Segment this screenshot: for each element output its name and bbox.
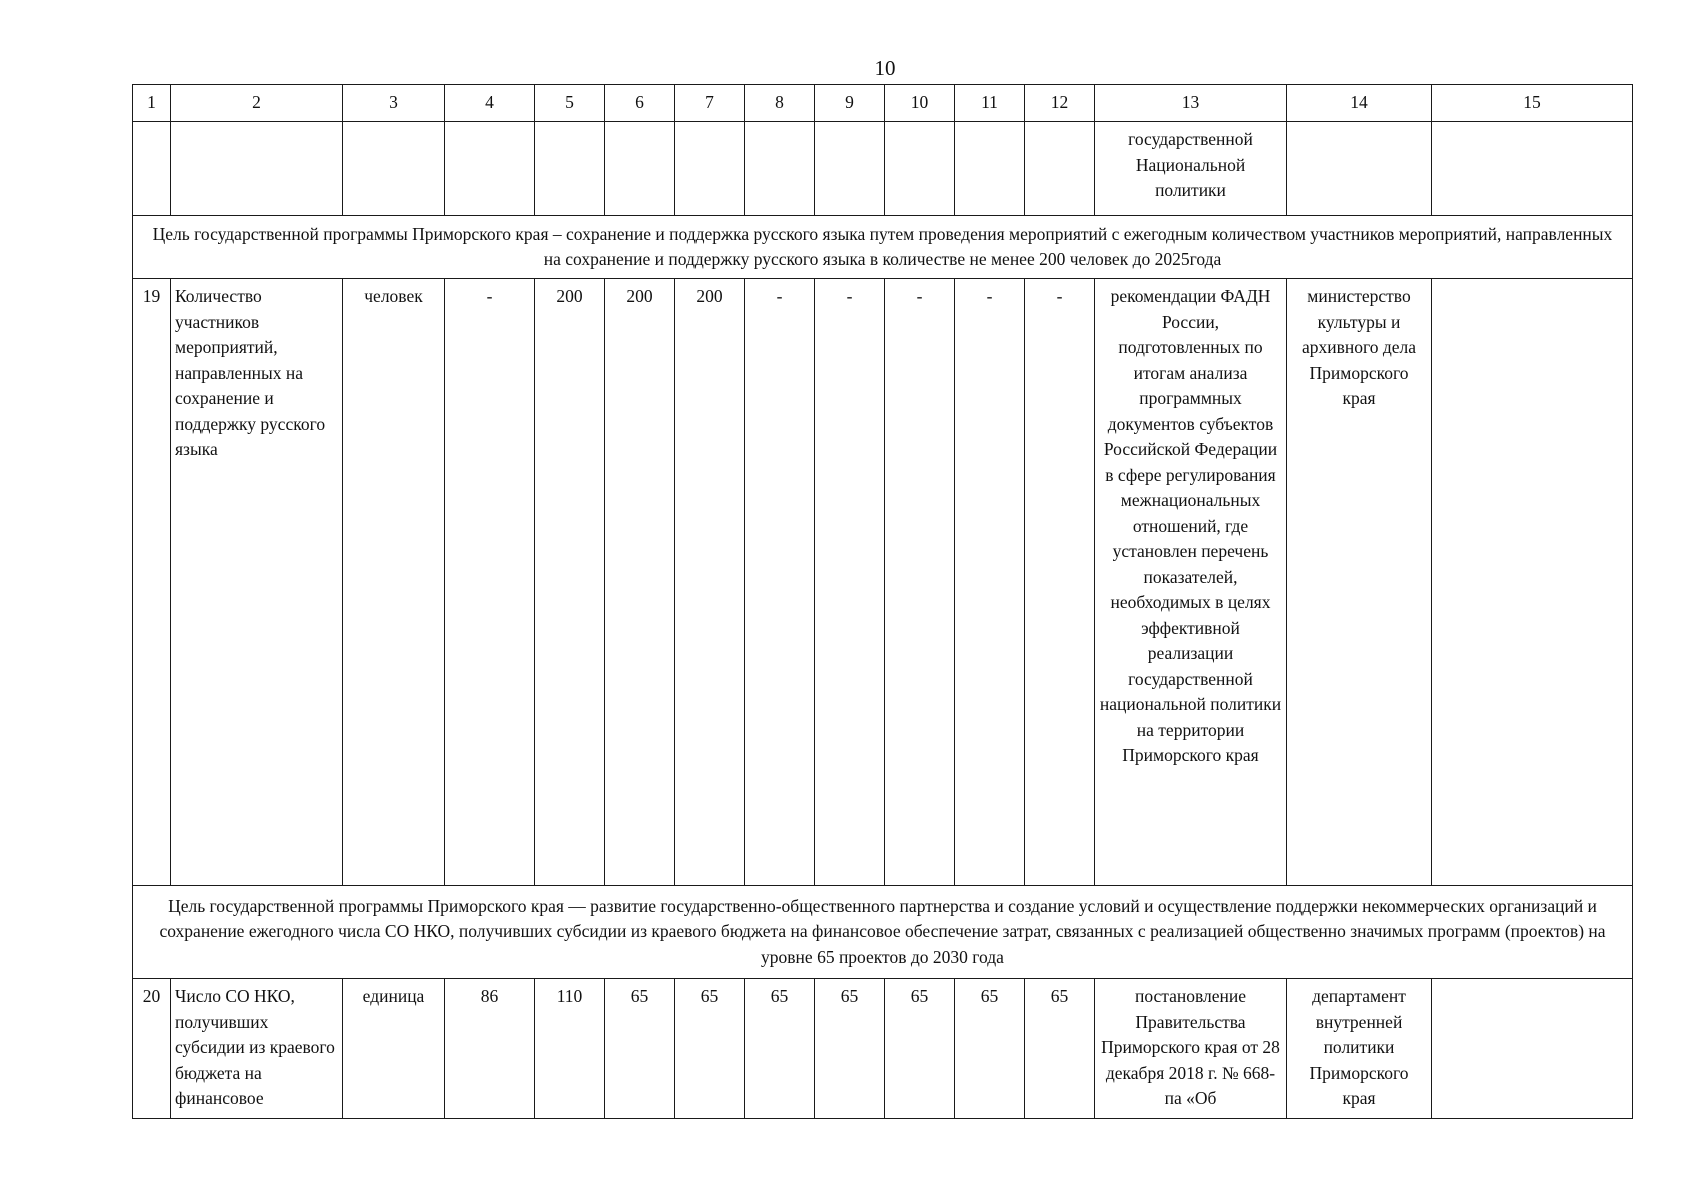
responsible-body: министерство культуры и архивного дела Приморского края xyxy=(1287,279,1432,886)
indicator-name: Количество участников мероприятий, направленных на сохранение и поддержку русского языка xyxy=(171,279,343,886)
indicator-value: 86 xyxy=(445,979,535,1119)
indicator-value: 200 xyxy=(605,279,675,886)
indicator-value: - xyxy=(445,279,535,886)
table-cell xyxy=(1025,122,1095,216)
table-cell xyxy=(1432,979,1633,1119)
indicator-value: 200 xyxy=(675,279,745,886)
basis-document: постановление Правительства Приморского края от 28 декабря 2018 г. № 668-па «Об xyxy=(1095,979,1287,1119)
indicator-value: 65 xyxy=(955,979,1025,1119)
table-cell xyxy=(133,122,171,216)
indicator-value: - xyxy=(745,279,815,886)
indicator-value: 65 xyxy=(885,979,955,1119)
indicator-value: - xyxy=(955,279,1025,886)
goal-row xyxy=(133,886,1633,979)
indicator-value: - xyxy=(885,279,955,886)
column-header: 4 xyxy=(445,85,535,122)
unit-of-measure: единица xyxy=(343,979,445,1119)
table-row xyxy=(133,279,1633,886)
table-cell xyxy=(445,122,535,216)
indicator-name: Число СО НКО, получивших субсидии из краевого бюджета на финансовое xyxy=(171,979,343,1119)
row-number: 19 xyxy=(133,279,171,886)
column-header: 7 xyxy=(675,85,745,122)
goal-row xyxy=(133,216,1633,279)
unit-of-measure: человек xyxy=(343,279,445,886)
indicator-value: 65 xyxy=(815,979,885,1119)
indicator-value: - xyxy=(815,279,885,886)
table-cell xyxy=(1287,122,1432,216)
goal-statement-russian-language: Цель государственной программы Приморского края – сохранение и поддержка русского языка путем проведения мероприятий с ежегодным количеством участников мероприятий, направленных на сохранение и поддержку русского языка в количестве не менее 200 человек до 2025года xyxy=(133,216,1633,279)
table-cell xyxy=(343,122,445,216)
indicator-value: 65 xyxy=(1025,979,1095,1119)
row-number: 20 xyxy=(133,979,171,1119)
column-header: 12 xyxy=(1025,85,1095,122)
column-header: 11 xyxy=(955,85,1025,122)
table-cell xyxy=(745,122,815,216)
indicator-value: 65 xyxy=(745,979,815,1119)
table-cell xyxy=(1432,279,1633,886)
goal-statement-nko-support: Цель государственной программы Приморского края — развитие государственно-общественного партнерства и создание условий и осуществление поддержки некоммерческих организаций и сохранение ежегодного числа СО НКО, получивших субсидии из краевого бюджета на финансовое обеспечение затрат, связанных с реализацией общественно значимых программ (проектов) на уровне 65 проектов до 2030 года xyxy=(133,886,1633,979)
column-header: 6 xyxy=(605,85,675,122)
indicators-table xyxy=(132,84,1633,1119)
column-header: 2 xyxy=(171,85,343,122)
table-cell xyxy=(815,122,885,216)
table-cell xyxy=(885,122,955,216)
table-cell xyxy=(535,122,605,216)
column-number-row xyxy=(133,85,1633,122)
column-header: 14 xyxy=(1287,85,1432,122)
basis-document: рекомендации ФАДН России, подготовленных по итогам анализа программных документов субъектов Российской Федерации в сфере регулирования межнациональных отношений, где установлен перечень показателей, необходимых в целях эффективной реализации государственной национальной политики на территории Приморского края xyxy=(1095,279,1287,886)
column-header: 3 xyxy=(343,85,445,122)
indicator-value: - xyxy=(1025,279,1095,886)
table-cell xyxy=(171,122,343,216)
table-row xyxy=(133,979,1633,1119)
continuation-row xyxy=(133,122,1633,216)
table-cell xyxy=(955,122,1025,216)
responsible-body: департамент внутренней политики Приморского края xyxy=(1287,979,1432,1119)
column-header: 8 xyxy=(745,85,815,122)
column-header: 1 xyxy=(133,85,171,122)
column-header: 15 xyxy=(1432,85,1633,122)
column-header: 10 xyxy=(885,85,955,122)
indicator-value: 200 xyxy=(535,279,605,886)
continuation-basis-cell: государственной Национальной политики xyxy=(1095,122,1287,216)
table-cell xyxy=(1432,122,1633,216)
column-header: 9 xyxy=(815,85,885,122)
indicator-value: 110 xyxy=(535,979,605,1119)
column-header: 5 xyxy=(535,85,605,122)
page-number: 10 xyxy=(874,56,896,80)
table-cell xyxy=(605,122,675,216)
column-header: 13 xyxy=(1095,85,1287,122)
table-cell xyxy=(675,122,745,216)
indicator-value: 65 xyxy=(675,979,745,1119)
indicator-value: 65 xyxy=(605,979,675,1119)
